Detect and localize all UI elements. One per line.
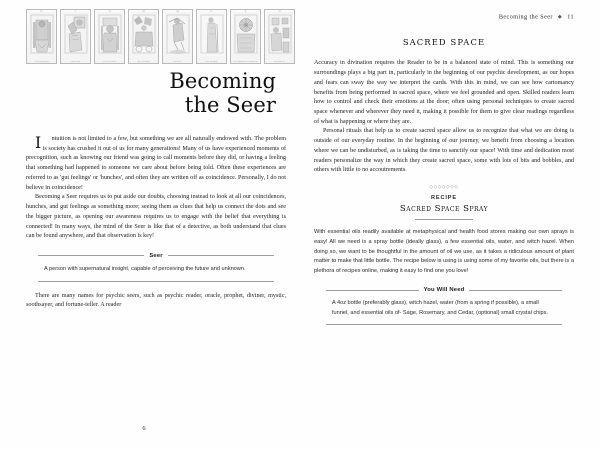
recipe-block (314, 186, 574, 277)
tarot-card-art-the-hermit (199, 12, 225, 56)
left-body-column-continued (26, 292, 286, 311)
definition-box-seer (38, 253, 274, 282)
chapter-title-line-1: Becoming (169, 69, 276, 93)
tarot-card-label: JUSTICE (173, 60, 182, 63)
tarot-card-art-wheel-of-fortune (233, 12, 259, 56)
running-head-title: Becoming the Seer (498, 14, 553, 21)
right-page (300, 0, 600, 450)
page-title (26, 70, 286, 117)
chapter-title-line-2: the Seer (184, 92, 276, 117)
tarot-card (196, 9, 227, 64)
tarot-card-label: THE POPE (70, 60, 81, 63)
paragraph-many-names: There are many names for psychic seers, such as psychic reader, oracle, prophet, diviner, mystic, soothsayer, and fortune-teller. A reader (26, 292, 286, 309)
tarot-card (128, 9, 159, 64)
paragraph-becoming-a-seer: Becoming a Seer requires us to put aside our doubts, choosing instead to look at all our coincidences, hunches, and gut feelings as something more; seeing them as clues that help us connect the dots and see the bigger picture, as opening our awareness requires us to engage with the belief that everything is connected! In many ways, the mind of the Seer is like that of a detective, as both understand that clues can be found anywhere, and that observation is key! (26, 194, 286, 240)
page-number-left: 6 (142, 425, 146, 432)
rule-left (38, 255, 144, 256)
tarot-card-art-the-chariot (131, 12, 157, 56)
tarot-card-label: THE EMPEROR (34, 60, 49, 63)
tarot-card (60, 9, 91, 64)
recipe-title-rule (415, 219, 473, 220)
right-body-column (314, 59, 574, 176)
running-head-separator-icon: ◆ (557, 15, 563, 20)
you-will-need-bottom-rule (326, 324, 562, 325)
rule-right (469, 290, 562, 291)
tarot-card-label: THE WHEEL OF FORTUNE (233, 60, 258, 63)
tarot-card-label: THE CHARIOT (136, 60, 151, 63)
rule-left (326, 290, 419, 291)
tarot-card-label: STRENGTH (274, 60, 285, 63)
tarot-card (162, 9, 193, 64)
tarot-card-art-the-emperor (29, 12, 55, 56)
you-will-need-box (326, 287, 562, 325)
you-will-need-header (326, 287, 562, 293)
rule-right (168, 255, 274, 256)
paragraph-personal-rituals: Personal rituals that help us to create sacred space allow us to recognize that what we are doing is outside of our everyday routine. In the beginning of our journey, we benefit from choosing a location where we can be undisturbed, as is taking the time to sanctify our space! With time and dedication most readers personalize the way in which they create sacred space, some with lots of bits and bobbles, and others with little to no accoutrements. (314, 128, 574, 174)
recipe-title: Sacred Space Spray (399, 203, 489, 214)
tarot-card (264, 9, 295, 64)
definition-box-header (38, 253, 274, 259)
tarot-card-label: THE HERMIT (205, 60, 218, 63)
tarot-card (94, 9, 125, 64)
definition-box-bottom-rule (38, 281, 274, 282)
tarot-card (26, 9, 57, 64)
paragraph-intuition-text: ntuition is not limited to a few, but something we are all naturally endowed with. The problem is society has crushed it out of us for many generations! Many of us have experienced moments of precognition, such as knowing our friend was going to call moments before they did, or having a feeling that something had happened to someone we care about before being told. Often these experiences are referred to as 'gut feelings' or 'hunches', and often they are written off as coincidence. Personally, I do not believe in coincidence! (26, 136, 286, 191)
tarot-card-art-justice (165, 12, 191, 56)
tarot-card-art-the-pope (63, 12, 89, 56)
definition-term: Seer (149, 252, 163, 259)
you-will-need-text: A 4oz bottle (preferably glass), witch hazel, water (from a spring if possible), a small funnel, and essential oils of- Sage, Rosemary, and Cedar, (optional) small crystal chips. (332, 300, 548, 316)
page-number-right: 11 (567, 14, 574, 21)
left-body-column (26, 135, 286, 242)
drop-cap: I (35, 134, 42, 153)
paragraph-intuition (26, 135, 286, 193)
you-will-need-term: You Will Need (423, 287, 465, 294)
recipe-kicker-label: RECIPE (431, 194, 457, 201)
recipe-intro-text: With essential oils readily available at metaphysical and health food stores making our own sprays is easy! All we need is a spray bottle (ideally glass), a few essential oils, water, and witch hazel. When doing so, we want to be thoughtful in the amount of oil we use, as it takes a ridiculous amount of plant matter to make that little bottle. The recipe below is using is using some of my favorite oils, but there is a plethora of recipes online, making it easy to find one you love! (314, 228, 574, 275)
paragraph-accuracy: Accuracy in divination requires the Reader to be in a balanced state of mind. This is something our surroundings plays a big part in, particularly in the beginning of our psychic development, as our hopes and fears can sway the way we interpret the cards. With this in mind, we can see how cartomancy benefits from being performed in sacred space, where we feel grounded and open. Skilled readers learn how to control and check their emotions at the door; often using personal techniques to create sacred space whenever and wherever they need it, making it possible for them to give clear readings regardless of what is happening or where they are. (314, 60, 574, 125)
running-head (314, 0, 574, 20)
tarot-card-strip (26, 0, 286, 64)
tarot-card-art-strength (267, 12, 293, 56)
tarot-card (230, 9, 261, 64)
ornament-icon: ◇◇◇◇◇◇◇ (429, 185, 459, 191)
definition-text: A person with supernatural insight, capable of perceiving the future and unknown. (44, 265, 246, 272)
section-heading-sacred-space: SACRED SPACE (402, 37, 486, 48)
tarot-card-label: THE LOVERS (103, 60, 116, 63)
tarot-card-art-the-lovers (97, 12, 123, 56)
